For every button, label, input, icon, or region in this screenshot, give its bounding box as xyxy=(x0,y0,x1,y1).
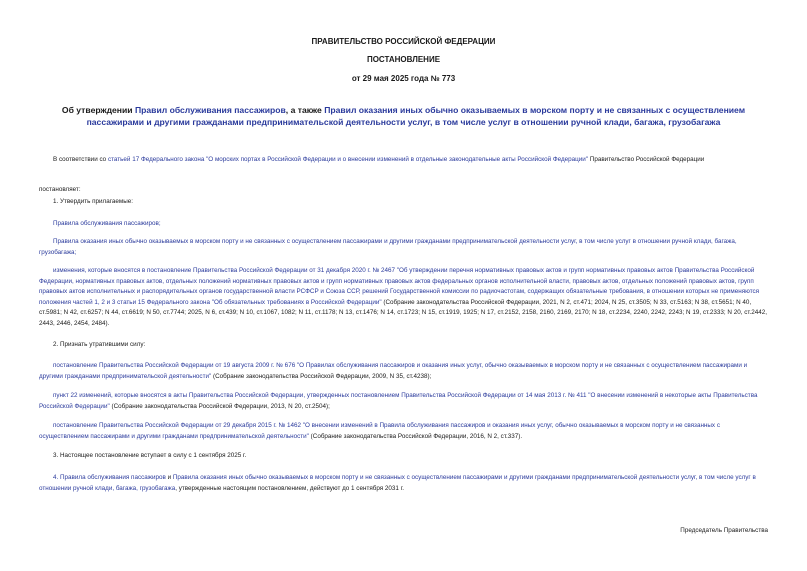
title-middle: , а также xyxy=(285,105,325,115)
item-4-tail: , утвержденные настоящим постановлением, действуют до 1 сентября 2031 г. xyxy=(175,484,404,492)
item-2-act-3 xyxy=(39,421,769,442)
item-2-act-1 xyxy=(39,361,769,382)
resolves-text: постановляет: xyxy=(39,186,81,193)
item-1-text: 1. Утвердить прилагаемые: xyxy=(53,198,133,205)
title-link-other-services-rules[interactable]: Правил оказания иных обычно оказываемых в морском порту и не связанных с осуществлением пассажирами и другими гражданами предпринимательской деятельности услуг, в том числе услуг в отношении ручной клади, багажа, грузобагажа xyxy=(86,105,746,127)
item-2-act-2-link[interactable]: пункт 22 изменений, которые вносятся в акты Правительства Российской Федерации, утвержденных постановлением Правительства Российской Федерации от 14 мая 2013 г. № 411 "О внесении изменений в некоторые акты Правительства Российской Федерации" xyxy=(39,392,758,410)
item-4-middle: и xyxy=(165,474,173,481)
document-title xyxy=(40,104,767,128)
item-2-act-2-tail: (Собрание законодательства Российской Федерации, 2013, N 20, ст.2504); xyxy=(109,402,330,410)
item-2-text: 2. Признать утратившими силу: xyxy=(53,341,146,348)
item-3-text: 3. Настоящее постановление вступает в силу с 1 сентября 2025 г. xyxy=(53,452,247,459)
preamble-suffix: Правительство Российской Федерации xyxy=(588,156,705,163)
item-4-rules-passengers-link[interactable]: 4. Правила обслуживания пассажиров xyxy=(53,474,166,481)
item-2-act-1-link[interactable]: постановление Правительства Российской Федерации от 19 августа 2009 г. № 676 "О Правилах обслуживания пассажиров и оказания иных услуг, обычно оказываемых в морском порту и не связанных с осуществлением пассажирами и другими гражданами предпринимательской деятельности" xyxy=(39,362,748,380)
item-1-changes-tail: (Собрание законодательства Российской Федерации, 2021, N 2, ст.471; 2024, N 25, ст.3505; N 33, ст.5163; N 38, ст.5651; N 40, ст.5981; N 42, ст.6257; N 44, ст.6619; N 50, ст.7744; 2025, N 6, ст.439; N 10, ст.1067, 1082; N 11, ст.1178; N 13, ст.1476; N 14, ст.1723; N 15, ст.1919, 1925; N 17, ст.2152, 2158, 2160, 2169, 2170; N 18, ст.2234, 2240, 2242, 2243; N 19, ст.2333; N 20, ст.2442, 2443, 2446, 2454, 2484). xyxy=(39,298,768,327)
document-date-number: от 29 мая 2025 года № 773 xyxy=(351,74,456,83)
issuing-authority: ПРАВИТЕЛЬСТВО РОССИЙСКОЙ ФЕДЕРАЦИИ xyxy=(311,37,496,46)
item-1-changes-link[interactable]: изменения, которые вносятся в постановление Правительства Российской Федерации от 31 декабря 2020 г. № 2467 "Об утверждении перечня нормативных правовых актов и групп нормативных правовых актов Правительства Российской Федерации, нормативных правовых актов, отдельных положений нормативных правовых актов и групп нормативных правовых актов федеральных органов исполнительной власти, правовых актов, отдельных положений правовых актов, групп правовых актов исполнительных и распорядительных органов государственной власти РСФСР и Союза ССР, решений Государственной комиссии по радиочастотам, содержащих обязательные требования, в отношении которых не применяются положения частей 1, 2 и 3 статьи 15 Федерального закона "Об обязательных требованиях в Российской Федерации" xyxy=(39,267,760,306)
preamble-law-link[interactable]: статьей 17 Федерального закона "О морских портах в Российской Федерации и о внесении изменений в отдельные законодательные акты Российской Федерации" xyxy=(107,156,589,163)
title-link-passenger-rules[interactable]: Правил обслуживания пассажиров xyxy=(134,105,286,115)
document-type: ПОСТАНОВЛЕНИЕ xyxy=(366,55,441,64)
preamble-prefix: В соответствии со xyxy=(53,156,108,163)
item-2-act-3-link[interactable]: постановление Правительства Российской Федерации от 29 декабря 2015 г. № 1462 "О внесении изменений в Правила обслуживания пассажиров и оказания иных услуг, обычно оказываемых в морском порту и не связанных с осуществлением пассажирами и другими гражданами предпринимательской деятельности" xyxy=(39,422,720,440)
item-2-act-1-tail: (Собрание законодательства Российской Федерации, 2009, N 35, ст.4238); xyxy=(211,372,432,380)
item-1-changes xyxy=(39,266,769,329)
preamble xyxy=(39,155,769,166)
signature-title: Председатель Правительства xyxy=(680,527,768,534)
item-4 xyxy=(39,473,769,494)
item-4-rules-other-services-link[interactable]: Правила оказания иных обычно оказываемых в морском порту и не связанных с осуществлением пассажирами и другими гражданами предпринимательской деятельности услуг, в том числе услуг в отношении ручной клади, багажа, грузобагажа xyxy=(39,474,756,492)
item-1-rules-passengers-link[interactable]: Правила обслуживания пассажиров; xyxy=(53,220,161,227)
item-2-act-2 xyxy=(39,391,769,412)
item-2-act-3-tail: (Собрание законодательства Российской Федерации, 2016, N 2, ст.337). xyxy=(308,432,523,440)
item-1-rules-other-services-link[interactable]: Правила оказания иных обычно оказываемых в морском порту и не связанных с осуществлением пассажирами и другими гражданами предпринимательской деятельности услуг, в том числе услуг в отношении ручной клади, багажа, грузобагажа; xyxy=(39,238,737,256)
title-prefix: Об утверждении xyxy=(61,105,135,115)
